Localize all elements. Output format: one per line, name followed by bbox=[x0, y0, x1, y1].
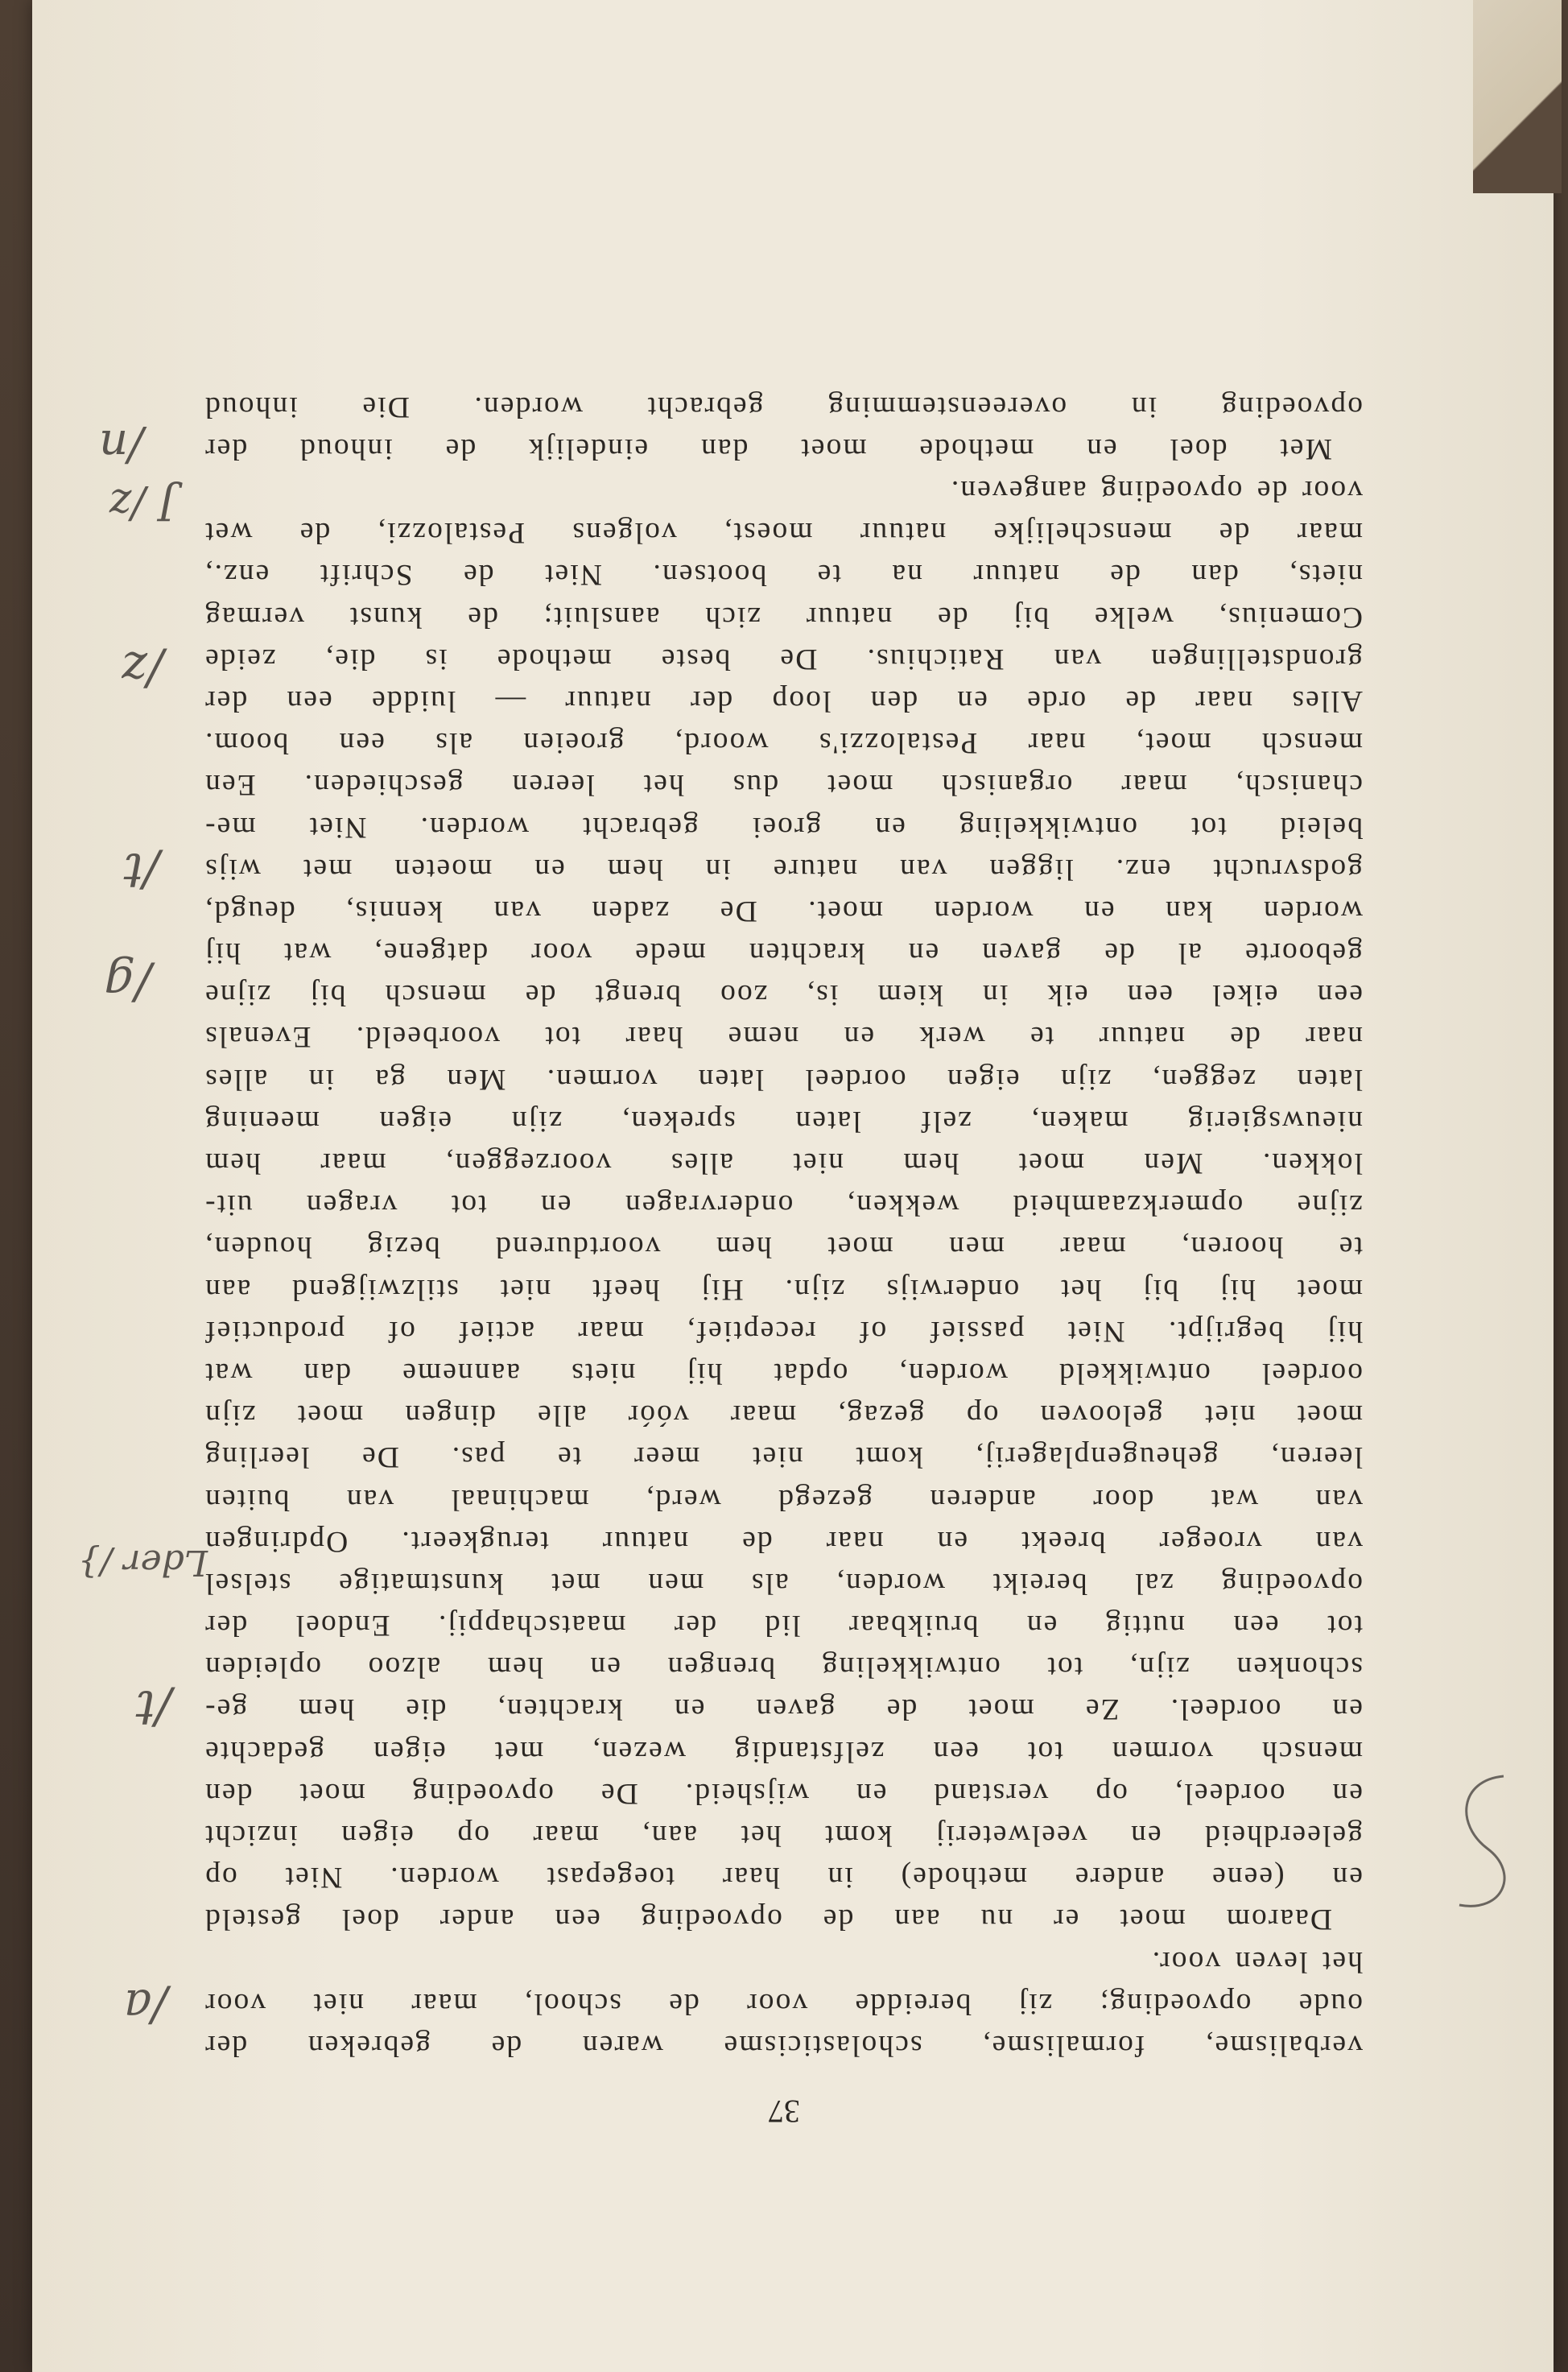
text-line: geboorte al de gaven en krachten mede voor datgene, wat hij bbox=[204, 936, 1363, 970]
text-line: Met doel en methode moet dan eindelijk de inhoud der bbox=[204, 432, 1332, 465]
text-line: hij begrijpt. Niet passief of receptief, maar actief of productief bbox=[204, 1314, 1363, 1348]
text-line: opvoeding in overeenstemming gebracht worden. Die inhoud bbox=[204, 390, 1363, 424]
text-line: Alles naar de orde en den loop der natuur — luidde een der bbox=[204, 684, 1363, 717]
text-line: en oordeel. Ze moet de gaven en krachten, die hem ge- bbox=[204, 1692, 1363, 1726]
margin-annotation-jz: J /z bbox=[109, 480, 175, 528]
text-line: en oordeel, op verstand en wijsheid. De opvoeding moet den bbox=[204, 1776, 1363, 1810]
body-text bbox=[204, 386, 1363, 2067]
text-line: godsvrucht enz. liggen van nature in hem en moeten met wijs bbox=[204, 852, 1363, 886]
text-line: van vroeger breekt en naar de natuur terugkeert. Opdringen bbox=[204, 1524, 1363, 1558]
margin-annotation-lder: Lder /} bbox=[77, 1542, 208, 1583]
margin-annotation-g: /g bbox=[104, 955, 151, 1011]
text-line: en (eene andere methode) in haar toegepast worden. Niet op bbox=[204, 1861, 1363, 1895]
margin-annotation-n: /n bbox=[99, 419, 143, 472]
text-line: geleerdheid en veelweterij komt het aan, maar op eigen inzicht bbox=[204, 1819, 1363, 1853]
text-line: niets, dan de natuur na te bootsen. Niet de Schrift enz., bbox=[204, 558, 1363, 592]
text-line: beleid tot ontwikkeling en groei gebracht worden. Niet me- bbox=[204, 810, 1363, 844]
margin-annotation-a: /a bbox=[123, 1979, 167, 2034]
text-line: leeren, geheugenplagerij, komt niet meer te pas. De leerling bbox=[204, 1440, 1363, 1474]
text-line: tot een nuttig en bruikbaar lid der maatschappij. Endoel der bbox=[204, 1609, 1363, 1643]
text-line: chanisch, maar organisch moet dus het leeren geschieden. Een bbox=[204, 768, 1363, 802]
text-line: naar de natuur te werk en neme haar tot voorbeeld. Evenals bbox=[204, 1020, 1363, 1054]
text-line: Daarom moet er nu aan de opvoeding een ander doel gesteld bbox=[204, 1903, 1332, 1936]
text-line: oordeel ontwikkeld worden, opdat hij niets aanneme dan wat bbox=[204, 1357, 1363, 1390]
text-line: van wat door anderen gezegd werd, machinaal van buiten bbox=[204, 1482, 1363, 1516]
text-line: worden kan en worden moet. De zaden van kennis, deugd, bbox=[204, 894, 1363, 928]
margin-annotation-t2: /t bbox=[123, 842, 159, 899]
text-line: voor de opvoeding aangeven. bbox=[949, 474, 1363, 508]
text-line: Comenius, welke bij de natuur zich aansluit; de kunst vermag bbox=[204, 600, 1363, 634]
text-line: mensch vormen tot een zelfstandig wezen, met eigen gedachte bbox=[204, 1734, 1363, 1768]
margin-annotation-z: /z bbox=[122, 641, 163, 697]
text-line: het leven voor. bbox=[1150, 1944, 1363, 1978]
pencil-bracket-mark bbox=[1423, 1760, 1536, 1921]
text-line: opvoeding zal bereikt worden, als men met kunstmatige stelsel bbox=[204, 1566, 1363, 1600]
text-line: maar de menschelijke natuur moest, volgens Pestalozzi, de wet bbox=[204, 516, 1363, 550]
text-line: te hooren, maar men moet hem voortdurend bezig houden, bbox=[204, 1230, 1363, 1264]
text-line: moet hij bij het onderwijs zijn. Hij heeft niet stilzwijgend aan bbox=[204, 1272, 1363, 1306]
margin-annotation-t1: /t bbox=[135, 1680, 171, 1736]
text-line: verbalisme, formalisme, scholasticisme waren de gebreken der bbox=[204, 2029, 1363, 2062]
text-line: moet niet gelooven op gezag, maar vóór alle dingen moet zijn bbox=[204, 1399, 1363, 1432]
text-line: lokken. Men moet hem niet alles voorzeggen, maar hem bbox=[204, 1147, 1363, 1180]
text-line: laten zeggen, zijn eigen oordeel laten vormen. Men ga in alles bbox=[204, 1062, 1363, 1096]
text-line: een eikel een eik in kiem is, zoo brengt de mensch bij zijne bbox=[204, 978, 1363, 1012]
text-line: nieuwsgierig maken, zelf laten spreken, zijn eigen meening bbox=[204, 1104, 1363, 1138]
text-line: schonken zijn, tot ontwikkeling brengen en hem alzoo opleiden bbox=[204, 1651, 1363, 1684]
page-number: 37 bbox=[768, 2093, 800, 2130]
text-line: zijne opmerkzaamheid wekken, ondervragen en tot vragen uit- bbox=[204, 1188, 1363, 1222]
text-line: oude opvoeding; zij bereidde voor de school, maar niet voor bbox=[204, 1986, 1363, 2020]
text-line: grondstellingen van Ratichius. De beste methode is die, zeide bbox=[204, 642, 1363, 676]
text-line: mensch moet, naar Pestalozzi's woord, groeien als een boom. bbox=[204, 726, 1363, 760]
